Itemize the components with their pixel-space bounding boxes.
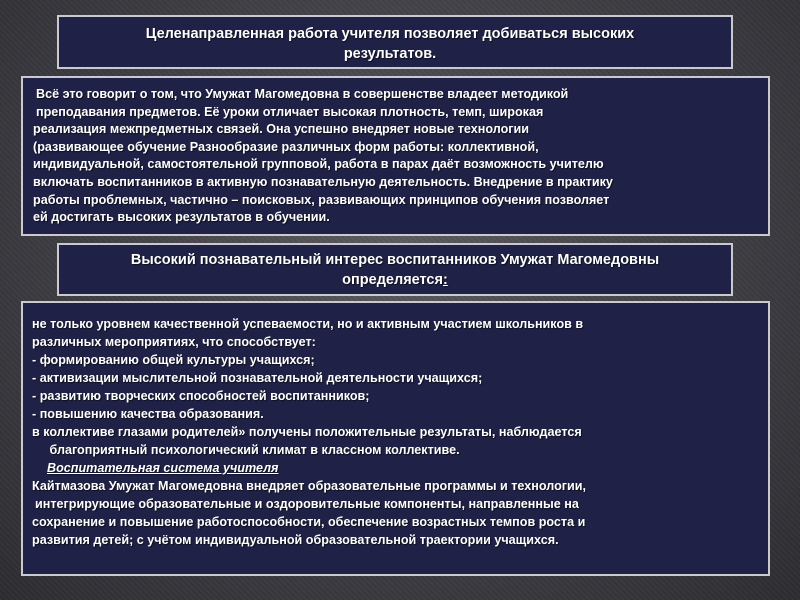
heading-1-line-1: Целенаправленная работа учителя позволяет добиваться высоких — [145, 26, 635, 42]
paragraph-2-tail-line: интегрирующие образовательные и оздоровительные компоненты, направленные на — [35, 497, 579, 511]
paragraph-2-line: не только уровнем качественной успеваемости, но и активным участием школьников в — [32, 317, 584, 331]
paragraph-2-line: - активизации мыслительной познавательной деятельности учащихся; — [32, 371, 483, 385]
heading-2-line-1: Высокий познавательный интерес воспитанников Умужат Магомедовны — [130, 251, 660, 268]
heading-box-2 — [57, 243, 733, 296]
paragraph-2-subheading: Воспитательная система учителя — [47, 461, 279, 475]
paragraph-box-1 — [21, 76, 770, 236]
paragraph-1-line: Всё это говорит о том, что Умужат Магомедовна в совершенстве владеет методикой — [36, 87, 569, 101]
paragraph-box-2 — [21, 301, 770, 576]
paragraph-2-line: - повышению качества образования. — [32, 407, 264, 421]
heading-1-text — [146, 24, 634, 64]
paragraph-1-line: преподавания предметов. Её уроки отличает высокая плотность, темп, широкая — [36, 104, 544, 119]
heading-2-colon: : — [442, 271, 448, 288]
heading-1-line-2: результатов. — [343, 46, 437, 62]
paragraph-2-tail-line: развития детей; с учётом индивидуальной образовательной траектории учащихся. — [32, 533, 559, 547]
paragraph-1-line: включать воспитанников в активную познавательную деятельность. Внедрение в практику — [33, 174, 613, 189]
paragraph-2-line: в коллективе глазами родителей» получены положительные результаты, наблюдается — [32, 425, 582, 439]
paragraph-2-line: различных мероприятиях, что способствует: — [32, 335, 316, 349]
paragraph-2-line: благоприятный психологический климат в классном коллективе. — [32, 443, 460, 457]
paragraph-1-line: работы проблемных, частично – поисковых, развивающих принципов обучения позволяет — [33, 192, 610, 207]
paragraph-2-line: - формированию общей культуры учащихся; — [32, 353, 315, 367]
paragraph-1-line: индивидуальной, самостоятельной групповой, работа в парах даёт возможность учителю — [33, 157, 604, 172]
paragraph-1-line: реализация межпредметных связей. Она успешно внедряет новые технологии — [33, 122, 529, 137]
paragraph-1-line: (развивающее обучение Разнообразие различных форм работы: коллективной, — [33, 139, 539, 154]
paragraph-1-line: ей достигать высоких результатов в обучении. — [33, 210, 330, 225]
heading-2-line-2: определяется — [342, 271, 443, 288]
heading-2-text — [131, 250, 659, 290]
paragraph-2-subheading-line — [32, 459, 748, 477]
paragraph-2-tail-line: сохранение и повышение работоспособности, обеспечение возрастных темпов роста и — [32, 515, 586, 529]
paragraph-2-line: - развитию творческих способностей воспитанников; — [32, 389, 370, 403]
paragraph-2-tail-line: Кайтмазова Умужат Магомедовна внедряет образовательные программы и технологии, — [32, 479, 587, 493]
heading-box-1 — [57, 15, 733, 69]
